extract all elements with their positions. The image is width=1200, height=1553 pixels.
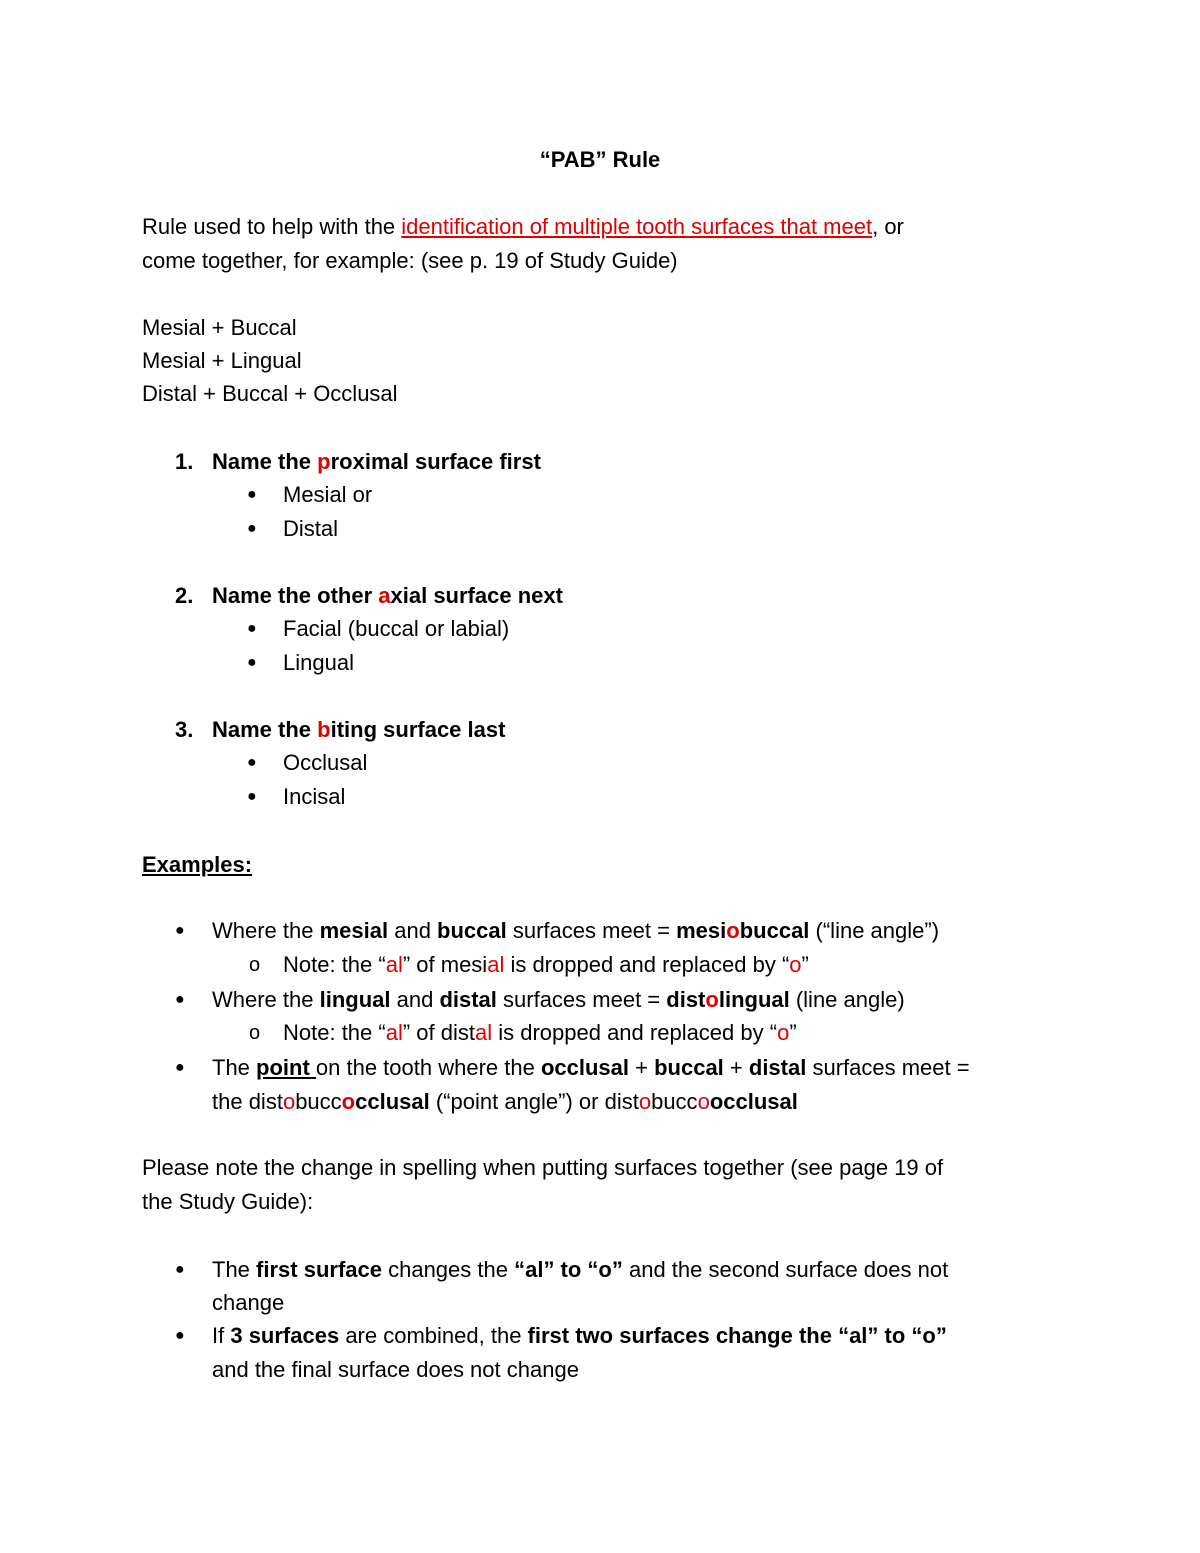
ex-bold: buccal xyxy=(437,918,507,943)
ex-red: o xyxy=(697,1089,710,1114)
final-text: changes the xyxy=(381,1257,515,1282)
note-red: al xyxy=(487,952,505,977)
note-red: o xyxy=(777,1020,790,1045)
bullet-icon: ● xyxy=(247,788,257,805)
final-bullet-2 xyxy=(212,1323,947,1349)
final-bullet-2-line-2: and the final surface does not change xyxy=(212,1357,579,1382)
note-text: is dropped and replaced by “ xyxy=(504,952,790,977)
combo-3: Distal + Buccal + Occlusal xyxy=(142,381,398,406)
ex-text: (“point angle”) or dist xyxy=(429,1089,639,1114)
rule-2-heading xyxy=(212,583,563,609)
example-1-note xyxy=(283,952,809,978)
rule-2-item-1: Facial (buccal or labial) xyxy=(283,616,510,641)
rule-3-heading xyxy=(212,717,505,743)
final-bold: first two surfaces change the “al” to “o” xyxy=(527,1323,947,1348)
ex-text: The xyxy=(212,1055,257,1080)
ex-text: on the tooth where the xyxy=(315,1055,541,1080)
ex-bold: occlusal xyxy=(709,1089,798,1114)
rule-3-post: iting surface last xyxy=(330,717,506,742)
note-red: al xyxy=(474,1020,493,1045)
rule-3-letter: b xyxy=(317,717,331,742)
intro-text-end: , or xyxy=(872,214,904,239)
final-bold: “al” to “o” xyxy=(514,1257,623,1282)
example-1 xyxy=(212,918,939,944)
bullet-icon: ● xyxy=(247,754,257,771)
rule-2-post: xial surface next xyxy=(390,583,563,608)
bullet-icon: ● xyxy=(247,620,257,637)
ex-red: o xyxy=(726,918,740,943)
ex-text: + xyxy=(629,1055,655,1080)
ex-text: Where the xyxy=(212,918,320,943)
rule-3-item-2: Incisal xyxy=(283,784,346,809)
ex-bold: buccal xyxy=(654,1055,724,1080)
ex-bold: dist xyxy=(666,987,706,1012)
rule-3-pre: Name the xyxy=(212,717,318,742)
rule-2-number: 2. xyxy=(175,583,194,608)
ex-bold: mesial xyxy=(319,918,389,943)
final-bold: 3 surfaces xyxy=(230,1323,340,1348)
rule-2-item-2: Lingual xyxy=(283,650,354,675)
bullet-icon: ● xyxy=(175,991,185,1008)
ex-red: o xyxy=(341,1089,356,1114)
bullet-icon: ● xyxy=(175,1261,185,1278)
note-text: ” of mesi xyxy=(402,952,488,977)
ex-bold: mesi xyxy=(676,918,727,943)
ex-bold: cclusal xyxy=(355,1089,430,1114)
rule-3-number: 3. xyxy=(175,717,194,742)
ex-red: o xyxy=(638,1089,652,1114)
note-text: ” of dist xyxy=(402,1020,475,1045)
note-red: o xyxy=(789,952,802,977)
ex-bold: lingual xyxy=(718,987,790,1012)
example-2-note xyxy=(283,1020,797,1046)
intro-line-2: come together, for example: (see p. 19 of Study Guide) xyxy=(142,248,678,273)
ex-bold: distal xyxy=(748,1055,807,1080)
note-text: Note: the “ xyxy=(283,952,386,977)
sub-bullet-icon: o xyxy=(249,1022,261,1044)
bullet-icon: ● xyxy=(247,486,257,503)
final-bullet-1 xyxy=(212,1257,948,1283)
intro-text: Rule used to help with the xyxy=(142,214,402,239)
ex-text: bucc xyxy=(295,1089,342,1114)
bullet-icon: ● xyxy=(175,1327,185,1344)
bullet-icon: ● xyxy=(247,654,257,671)
ex-text: and xyxy=(390,987,440,1012)
ex-text: surfaces meet = xyxy=(496,987,667,1012)
rule-1-post: roximal surface first xyxy=(330,449,541,474)
examples-heading: Examples: xyxy=(142,852,253,877)
rule-1-item-2: Distal xyxy=(283,516,339,541)
ex-bold: lingual xyxy=(319,987,391,1012)
ex-text: (“line angle”) xyxy=(809,918,940,943)
note-paragraph-line-2: the Study Guide): xyxy=(142,1189,314,1214)
ex-text: (line angle) xyxy=(789,987,905,1012)
final-text: are combined, the xyxy=(339,1323,528,1348)
rule-1-pre: Name the xyxy=(212,449,318,474)
ex-text: + xyxy=(723,1055,749,1080)
note-text: Note: the “ xyxy=(283,1020,386,1045)
sub-bullet-icon: o xyxy=(249,954,261,976)
final-text: The xyxy=(212,1257,257,1282)
final-bullet-1-line-2: change xyxy=(212,1290,285,1315)
bullet-icon: ● xyxy=(175,922,185,939)
note-red: al xyxy=(385,1020,403,1045)
ex-text: Where the xyxy=(212,987,320,1012)
bullet-icon: ● xyxy=(175,1059,185,1076)
ex-text: surfaces meet = xyxy=(506,918,677,943)
ex-text: and xyxy=(388,918,438,943)
intro-highlight: identification of multiple tooth surfaces that meet xyxy=(401,214,873,239)
rule-2-letter: a xyxy=(378,583,391,608)
note-paragraph-line-1: Please note the change in spelling when putting surfaces together (see page 19 of xyxy=(142,1155,944,1180)
note-text: ” xyxy=(801,952,809,977)
bullet-icon: ● xyxy=(247,520,257,537)
ex-red: o xyxy=(705,987,719,1012)
rule-1-heading xyxy=(212,449,541,475)
ex-text: the dist xyxy=(212,1089,283,1114)
combo-1: Mesial + Buccal xyxy=(142,315,297,340)
example-2 xyxy=(212,987,905,1013)
ex-bold: distal xyxy=(439,987,497,1012)
ex-text: bucc xyxy=(651,1089,698,1114)
rule-1-item-1: Mesial or xyxy=(283,482,373,507)
note-text: is dropped and replaced by “ xyxy=(492,1020,778,1045)
ex-text: surfaces meet = xyxy=(806,1055,970,1080)
rule-3-item-1: Occlusal xyxy=(283,750,368,775)
combo-2: Mesial + Lingual xyxy=(142,348,302,373)
rule-1-letter: p xyxy=(317,449,331,474)
note-red: al xyxy=(385,952,403,977)
example-3-line-2 xyxy=(212,1089,798,1115)
ex-bold: occlusal xyxy=(540,1055,630,1080)
example-3 xyxy=(212,1055,970,1081)
final-bold: first surface xyxy=(256,1257,382,1282)
rule-1-number: 1. xyxy=(175,449,194,474)
intro-line-1 xyxy=(142,214,904,240)
ex-red: o xyxy=(282,1089,296,1114)
ex-bold: buccal xyxy=(739,918,810,943)
final-text: If xyxy=(212,1323,231,1348)
ex-bold-underline: point xyxy=(256,1055,316,1080)
page-title: “PAB” Rule xyxy=(539,147,661,172)
note-text: ” xyxy=(789,1020,797,1045)
final-text: and the second surface does not xyxy=(622,1257,949,1282)
rule-2-pre: Name the other xyxy=(212,583,379,608)
